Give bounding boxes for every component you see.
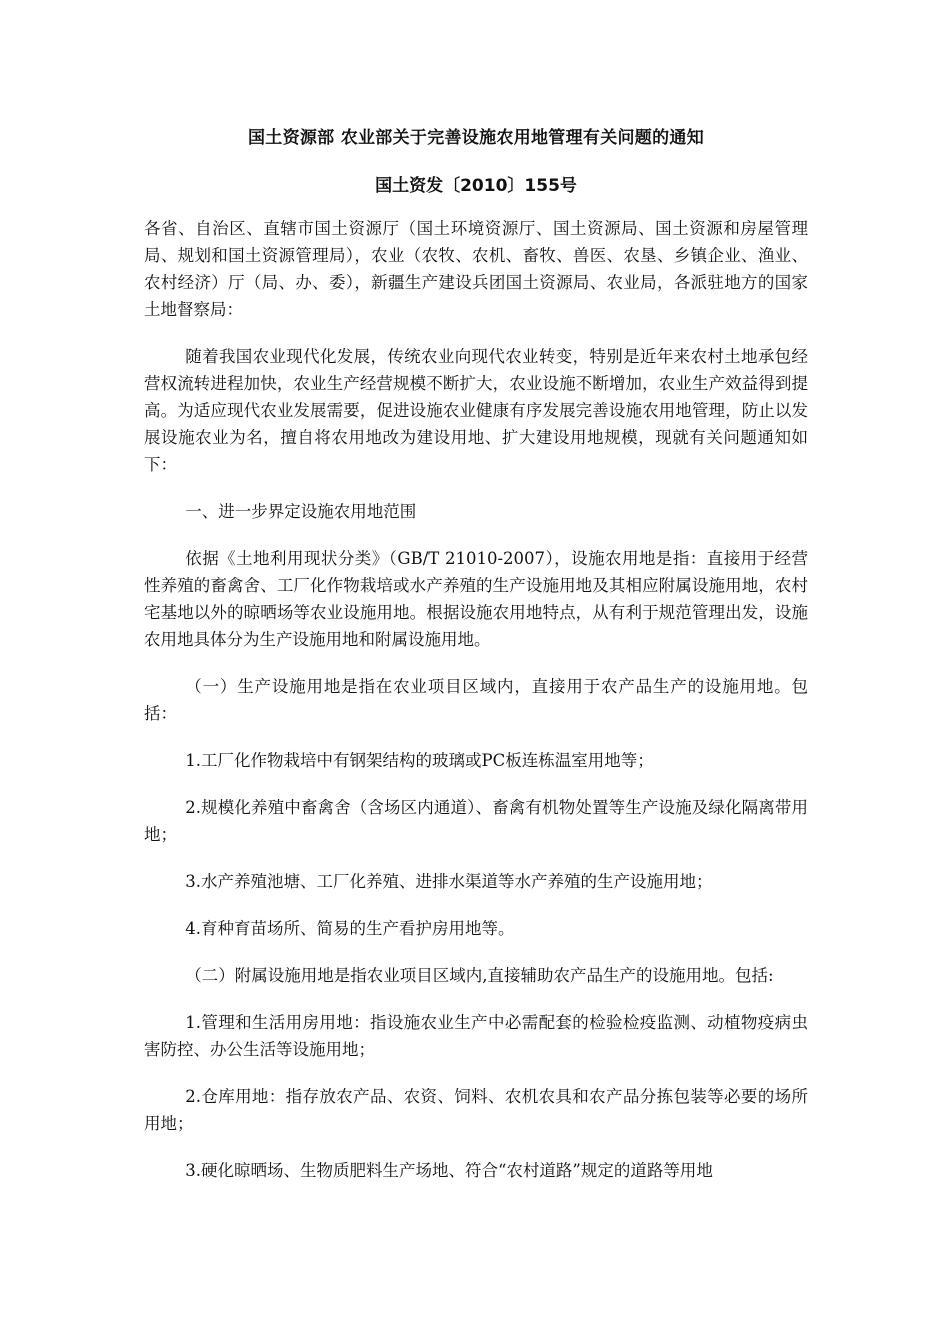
document-title: 国土资源部 农业部关于完善设施农用地管理有关问题的通知: [247, 128, 705, 148]
addressee-paragraph: 各省、自治区、直辖市国土资源厅（国土环境资源厅、国土资源局、国土资源和房屋管理局、规划和国土资源管理局），农业（农牧、农机、畜牧、兽医、农垦、乡镇企业、渔业、农村经济）厅（局、办、委），新疆生产建设兵团国土资源局、农业局，各派驻地方的国家土地督察局：: [144, 219, 808, 319]
subsection-heading: （一）生产设施用地是指在农业项目区域内，直接用于农产品生产的设施用地。包括：: [144, 677, 808, 723]
document-number: 国土资发〔2010〕155号: [375, 176, 577, 196]
list-item: 3.水产养殖池塘、工厂化养殖、进排水渠道等水产养殖的生产设施用地；: [185, 872, 713, 891]
section-heading: 一、进一步界定设施农用地范围: [185, 502, 417, 521]
body-paragraph: 依据《土地利用现状分类》（GB/T 21010-2007），设施农用地是指：直接用于经营性养殖的畜禽舍、工厂化作物栽培或水产养殖的生产设施用地及其相应附属设施用地，农村宅基地以外的晾晒场等农业设施用地。根据设施农用地特点，从有利于规范管理出发，设施农用地具体分为生产设施用地和附属设施用地。: [144, 549, 808, 649]
body-paragraph: 随着我国农业现代化发展，传统农业向现代农业转变，特别是近年来农村土地承包经营权流转进程加快，农业生产经营规模不断扩大，农业设施不断增加，农业生产效益得到提高。为适应现代农业发展需要，促进设施农业健康有序发展完善设施农用地管理，防止以发展设施农业为名，擅自将农用地改为建设用地、扩大建设用地规模，现就有关问题通知如下：: [144, 347, 808, 474]
list-item: 1.工厂化作物栽培中有钢架结构的玻璃或PC板连栋温室用地等；: [185, 751, 654, 770]
document-body: [144, 124, 808, 1184]
list-item: 2.仓库用地：指存放农产品、农资、饲料、农机农具和农产品分拣包装等必要的场所用地；: [144, 1087, 808, 1133]
list-item: 4.育种育苗场所、简易的生产看护房用地等。: [185, 919, 515, 938]
list-item: 2.规模化养殖中畜禽舍（含场区内通道）、畜禽有机物处置等生产设施及绿化隔离带用地；: [144, 798, 808, 844]
subsection-heading: （二）附属设施用地是指农业项目区域内,直接辅助农产品生产的设施用地。包括:: [185, 966, 774, 985]
list-item: 3.硬化晾晒场、生物质肥料生产场地、符合“农村道路”规定的道路等用地: [185, 1161, 713, 1180]
list-item: 1.管理和生活用房用地：指设施农业生产中必需配套的检验检疫监测、动植物疫病虫害防控、办公生活等设施用地；: [144, 1013, 808, 1059]
